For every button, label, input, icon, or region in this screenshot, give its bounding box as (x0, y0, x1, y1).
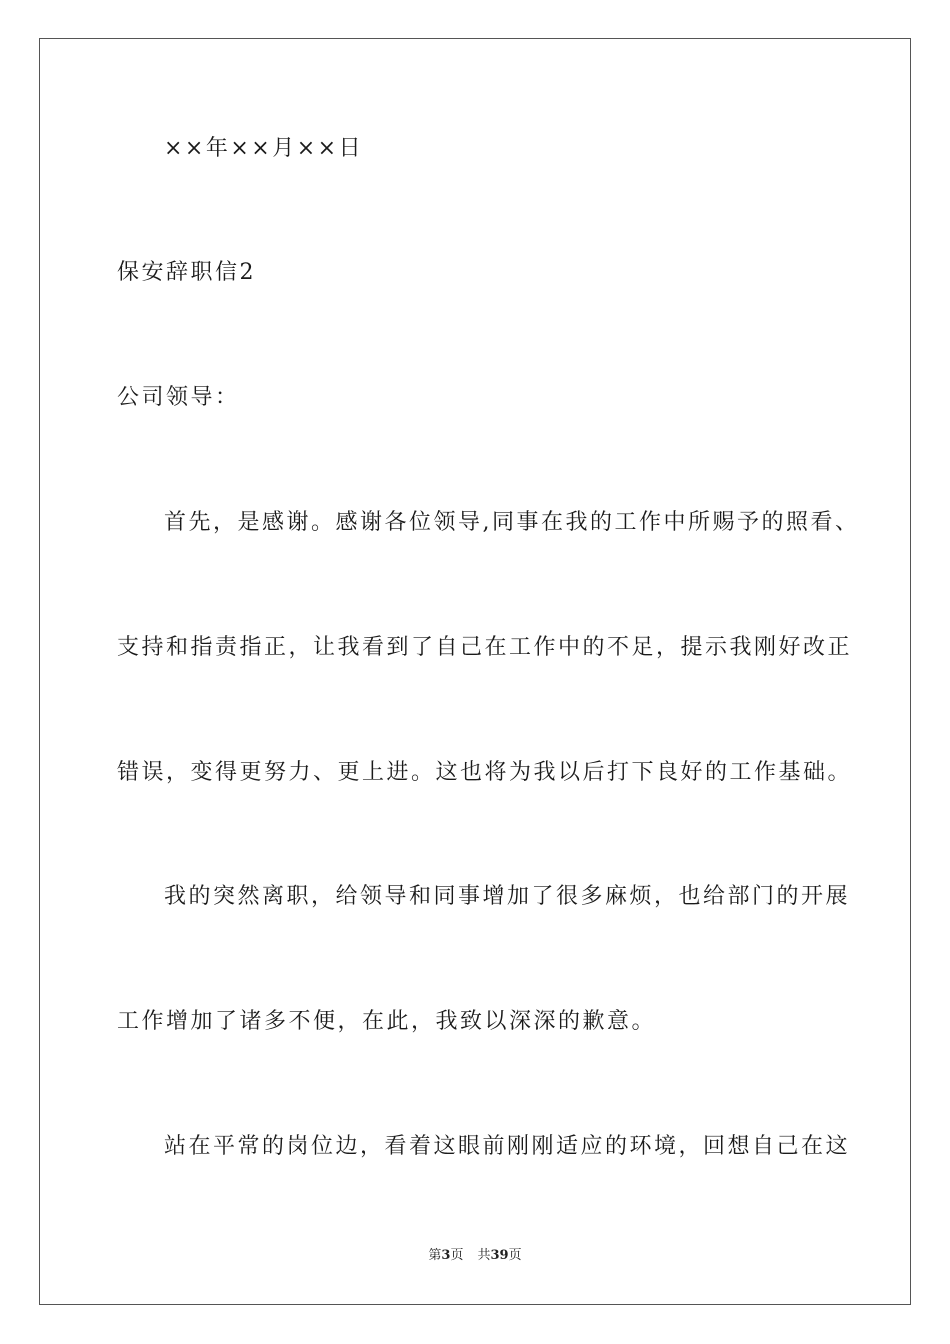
body-line-5: 工作增加了诸多不便，在此，我致以深深的歉意。 (117, 1009, 657, 1034)
letter-title: 保安辞职信2 (117, 260, 256, 285)
body-line-2: 支持和指责指正，让我看到了自己在工作中的不足，提示我刚好改正 (117, 635, 853, 660)
page-footer (0, 1247, 950, 1265)
body-line-3: 错误，变得更努力、更上进。这也将为我以后打下良好的工作基础。 (117, 760, 853, 785)
total-prefix: 共 (477, 1248, 491, 1263)
total-suffix: 页 (508, 1248, 522, 1263)
salutation: 公司领导： (117, 385, 240, 410)
page-suffix: 页 (450, 1248, 464, 1263)
date-line: ××年××月××日 (164, 136, 364, 161)
page-prefix: 第 (428, 1248, 442, 1263)
body-line-6: 站在平常的岗位边，看着这眼前刚刚适应的环境，回想自己在这 (164, 1134, 851, 1159)
body-line-1: 首先，是感谢。感谢各位领导,同事在我的工作中所赐予的照看、 (164, 510, 860, 535)
total-pages: 39 (490, 1248, 509, 1263)
page-number: 3 (441, 1248, 451, 1263)
body-line-4: 我的突然离职，给领导和同事增加了很多麻烦，也给部门的开展 (164, 884, 851, 909)
page-border (39, 38, 911, 1305)
